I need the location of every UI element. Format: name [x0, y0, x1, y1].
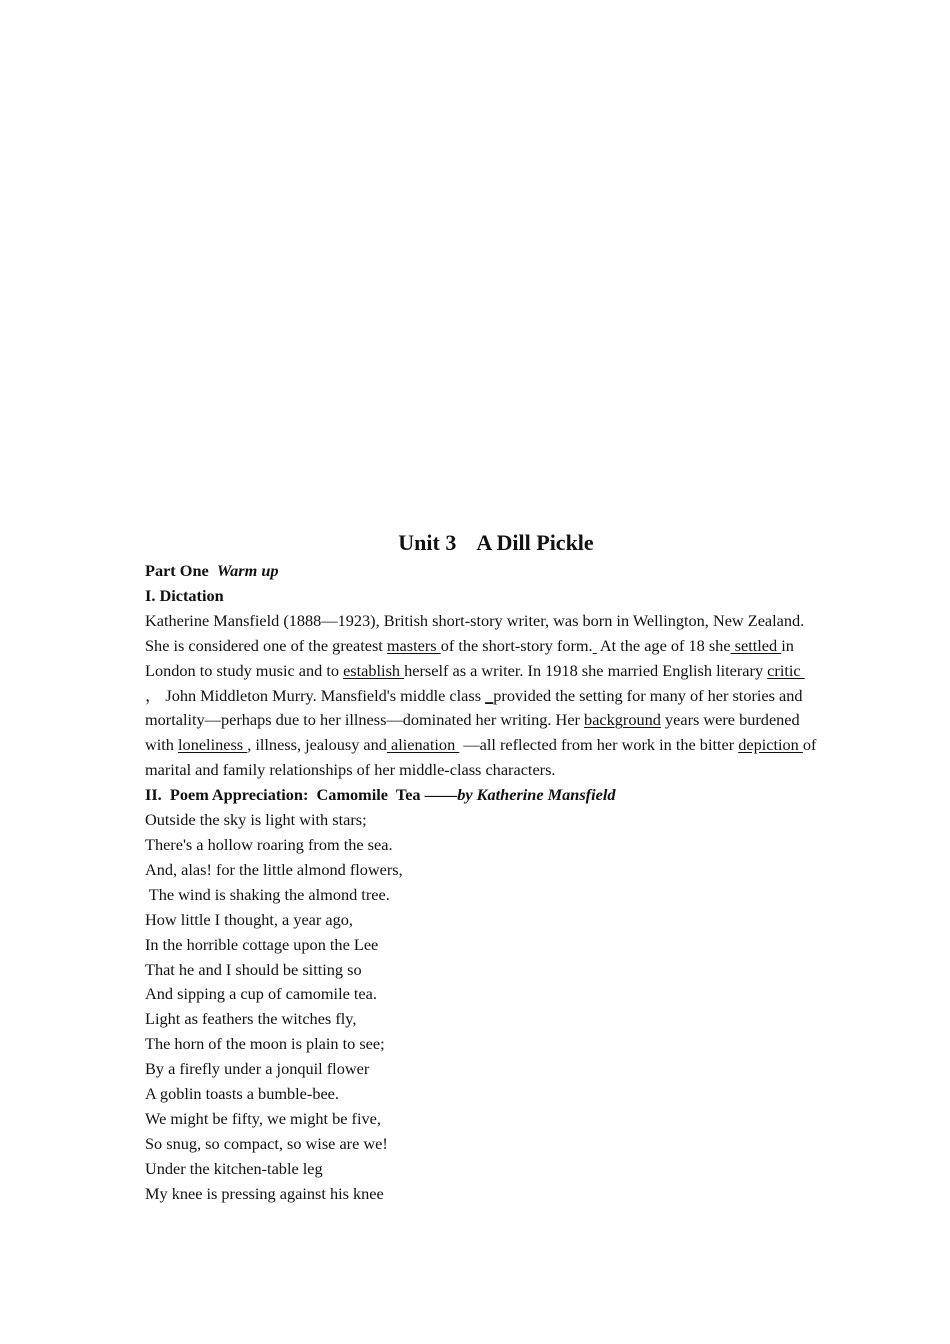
- dictation-text: , illness, jealousy and: [247, 735, 387, 755]
- poem-heading-text: II. Poem Appreciation: Camomile Tea ——: [145, 785, 458, 805]
- page-title: [145, 527, 845, 559]
- dictation-text: herself as a writer. In 1918 she married English literary: [404, 660, 768, 680]
- poem-line: Outside the sky is light with stars;: [145, 810, 367, 830]
- dictation-line: [145, 758, 845, 783]
- part-one-heading: [145, 559, 845, 584]
- poem-line: That he and I should be sitting so: [145, 959, 362, 979]
- answer-settled: settled: [730, 635, 782, 655]
- dictation-line: [145, 684, 845, 709]
- poem-line: We might be fifty, we might be five,: [145, 1108, 381, 1128]
- poem-line: There's a hollow roaring from the sea.: [145, 834, 393, 854]
- dictation-text: marital and family relationships of her middle-class characters.: [145, 760, 556, 780]
- dictation-text: mortality—perhaps due to her illness—dominated her writing. Her: [145, 710, 585, 730]
- answer-background: background: [584, 710, 661, 730]
- poem-line: In the horrible cottage upon the Lee: [145, 934, 379, 954]
- part-one-label: Part One: [145, 561, 209, 580]
- part-one-subtitle: Warm up: [216, 561, 279, 580]
- title-unit: Unit 3: [398, 530, 457, 555]
- poem-line: And, alas! for the little almond flowers,: [145, 859, 403, 879]
- poem-line: Light as feathers the witches fly,: [145, 1009, 357, 1029]
- poem-line: My knee is pressing against his knee: [145, 1183, 384, 1203]
- dictation-line: [145, 634, 845, 659]
- dictation-text: provided the setting for many of her stories and: [493, 685, 803, 705]
- answer-loneliness: loneliness: [178, 735, 248, 755]
- answer-alienation: alienation: [386, 735, 460, 755]
- document-content: [145, 527, 845, 1207]
- section-poem-heading: [145, 783, 845, 808]
- poem-line: A goblin toasts a bumble-bee.: [145, 1084, 339, 1104]
- poem-line: Under the kitchen-table leg: [145, 1158, 323, 1178]
- answer-establish: establish: [343, 660, 405, 680]
- dictation-line: [145, 733, 845, 758]
- poem-line: So snug, so compact, so wise are we!: [145, 1133, 388, 1153]
- dictation-paragraph: [145, 609, 845, 783]
- dictation-text: London to study music and to: [145, 660, 344, 680]
- dictation-text: ， John Middleton Murry. Mansfield's middle class: [145, 685, 486, 705]
- dictation-text: in: [781, 635, 794, 655]
- answer-masters: masters: [386, 635, 441, 655]
- poem-body: [145, 808, 845, 1207]
- poem-line: The wind is shaking the almond tree.: [145, 884, 390, 904]
- poem-author: by Katherine Mansfield: [457, 785, 616, 805]
- poem-line: By a firefly under a jonquil flower: [145, 1059, 370, 1079]
- title-name: A Dill Pickle: [476, 530, 594, 555]
- dictation-text: years were burdened: [660, 710, 800, 730]
- dictation-text: At the age of 18 she: [596, 635, 731, 655]
- dictation-line: [145, 708, 845, 733]
- answer-depiction: depiction: [738, 735, 803, 755]
- poem-line: And sipping a cup of camomile tea.: [145, 984, 377, 1004]
- poem-line: The horn of the moon is plain to see;: [145, 1034, 385, 1054]
- dictation-text: Katherine Mansfield (1888—1923), British short-story writer, was born in Wellington, New Zealand.: [145, 610, 805, 630]
- dictation-text: She is considered one of the greatest: [145, 635, 387, 655]
- poem-line: How little I thought, a year ago,: [145, 909, 353, 929]
- answer-critic: critic: [767, 660, 805, 680]
- dictation-text: of the short-story form.: [440, 635, 593, 655]
- dictation-line: [145, 659, 845, 684]
- dictation-text: —all reflected from her work in the bitter: [459, 735, 739, 755]
- dictation-text: with: [145, 735, 179, 755]
- dictation-text: of: [802, 735, 817, 755]
- answer-blank: _: [485, 685, 494, 705]
- dictation-line: [145, 609, 845, 634]
- section-dictation-heading: I. Dictation: [145, 585, 224, 605]
